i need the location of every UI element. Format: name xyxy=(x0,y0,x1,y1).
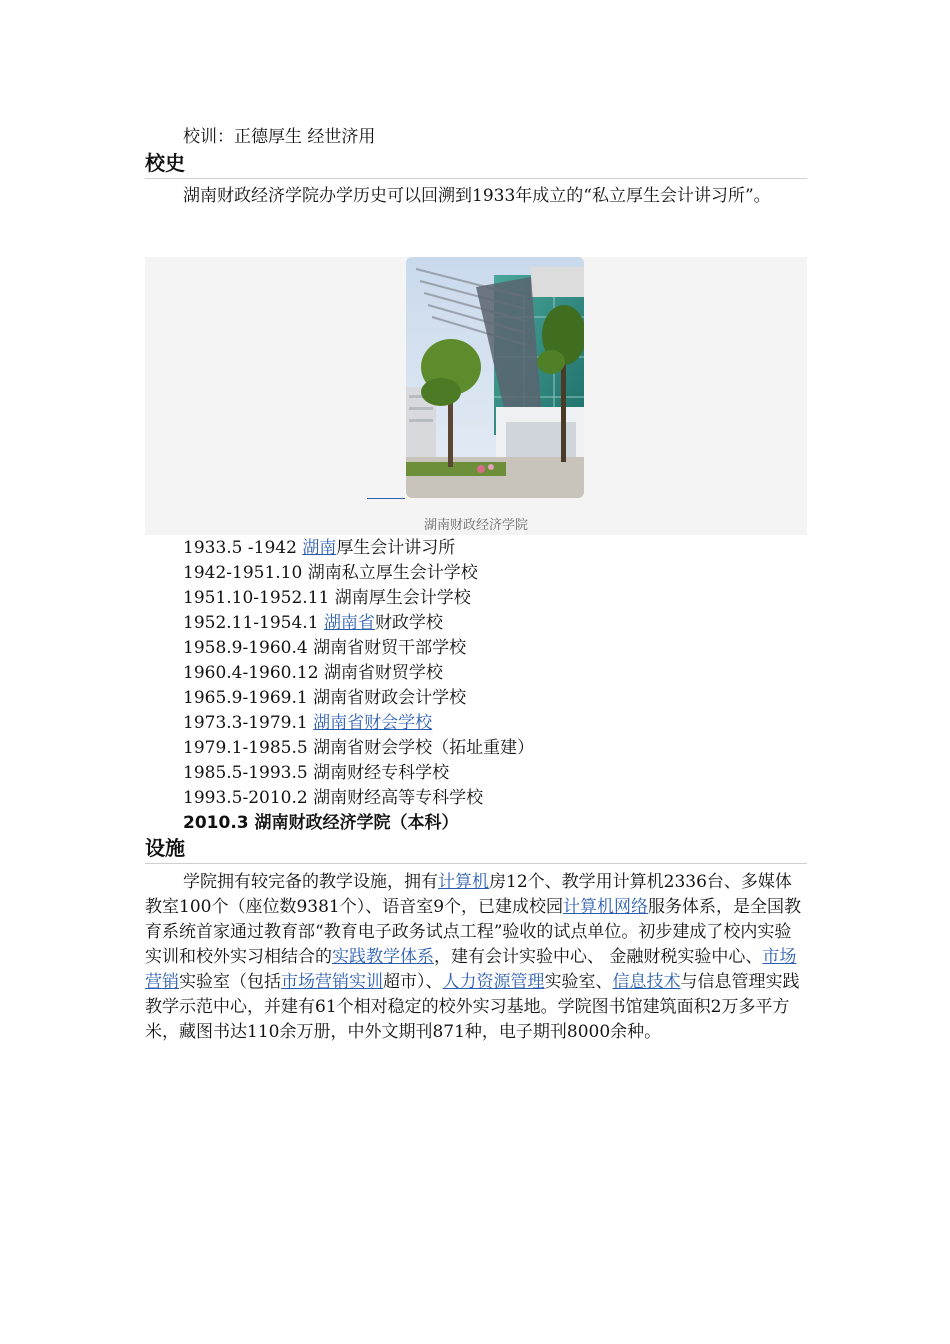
school-motto: 校训：正德厚生 经世济用 xyxy=(183,127,376,147)
facilities-text: 超市）、 xyxy=(383,972,443,992)
figure-caption: 湖南财政经济学院 xyxy=(423,518,528,533)
campus-photo-illustration xyxy=(406,257,584,498)
timeline-date: 1952.11-1954.1 xyxy=(183,613,324,633)
timeline-row xyxy=(183,761,807,786)
timeline-row xyxy=(183,686,807,711)
timeline-row xyxy=(183,711,807,736)
facilities-link[interactable]: 信息技术 xyxy=(612,972,681,992)
timeline-link[interactable]: 湖南省 xyxy=(323,613,375,633)
facilities-link[interactable]: 计算机 xyxy=(438,872,489,892)
timeline-date: 1958.9-1960.4 xyxy=(183,638,314,658)
timeline-date: 1985.5-1993.5 xyxy=(183,763,314,783)
facilities-text: 房12个、教学用计算机2336台、多媒体教室100个（座位数9381个）、语音室9个，已建成校园 xyxy=(145,872,792,917)
facilities-heading: 设施 xyxy=(145,835,807,864)
history-heading: 校史 xyxy=(145,150,807,179)
facilities-text: 与信息管理实践教学示范中心，并建有61个相对稳定的校外实习基地。学院图书馆建筑面积2万多平方米，藏图书达110余万册，中外文期刊871种，电子期刊8000余种。 xyxy=(145,972,800,1042)
image-link-underline[interactable] xyxy=(367,498,405,499)
facilities-paragraph xyxy=(145,870,807,1045)
facilities-link[interactable]: 计算机网络 xyxy=(563,897,649,917)
history-timeline xyxy=(183,536,807,836)
timeline-name: 湖南财经专科学校 xyxy=(313,763,450,783)
campus-building-photo[interactable] xyxy=(406,257,584,498)
timeline-date: 1933.5 -1942 xyxy=(183,538,303,558)
timeline-row xyxy=(183,611,807,636)
timeline-date: 1993.5-2010.2 xyxy=(183,788,314,808)
timeline-name: 湖南省财政会计学校 xyxy=(313,688,467,708)
facilities-link[interactable]: 人力资源管理 xyxy=(442,972,545,992)
timeline-name: 湖南财经高等专科学校 xyxy=(313,788,484,808)
timeline-name-suffix: 厚生会计讲习所 xyxy=(336,538,456,558)
facilities-link[interactable]: 市场营销 xyxy=(145,947,797,992)
facilities-text: 实验室、 xyxy=(544,972,613,992)
timeline-row xyxy=(183,586,807,611)
timeline-date: 1979.1-1985.5 xyxy=(183,738,314,758)
timeline-row xyxy=(183,561,807,586)
timeline-name: 湖南财政经济学院（本科） xyxy=(254,813,459,833)
facilities-text: 实验室（包括 xyxy=(179,972,281,992)
campus-figure xyxy=(145,257,807,535)
timeline-row xyxy=(183,636,807,661)
timeline-date: 1965.9-1969.1 xyxy=(183,688,314,708)
timeline-name: 湖南私立厚生会计学校 xyxy=(307,563,478,583)
timeline-link[interactable]: 湖南省财会学校 xyxy=(313,713,433,733)
facilities-link[interactable]: 实践教学体系 xyxy=(332,947,434,967)
facilities-text: ，建有会计实验中心、 金融财税实验中心、 xyxy=(434,947,763,967)
timeline-row xyxy=(183,661,807,686)
timeline-name: 湖南省财会学校（拓址重建） xyxy=(313,738,535,758)
timeline-name: 湖南省财贸学校 xyxy=(323,663,443,683)
facilities-text: 服务体系，是全国教育系统首家通过教育部“教育电子政务试点工程”验收的试点单位。初步建成了校内实验实训和校外实习相结合的 xyxy=(145,897,802,967)
facilities-link[interactable]: 市场营销实训 xyxy=(281,972,383,992)
timeline-row xyxy=(183,736,807,761)
timeline-name: 湖南厚生会计学校 xyxy=(334,588,471,608)
timeline-date: 1973.3-1979.1 xyxy=(183,713,314,733)
timeline-row xyxy=(183,786,807,811)
timeline-date: 1960.4-1960.12 xyxy=(183,663,324,683)
facilities-text: 学院拥有较完备的教学设施，拥有 xyxy=(183,872,438,892)
timeline-date: 1951.10-1952.11 xyxy=(183,588,335,608)
timeline-link[interactable]: 湖南 xyxy=(302,538,337,558)
timeline-name: 湖南省财贸干部学校 xyxy=(313,638,467,658)
timeline-row xyxy=(183,536,807,561)
timeline-date: 2010.3 xyxy=(183,813,255,833)
timeline-name-suffix: 财政学校 xyxy=(374,613,443,633)
timeline-date: 1942-1951.10 xyxy=(183,563,308,583)
history-intro: 湖南财政经济学院办学历史可以回溯到1933年成立的“私立厚生会计讲习所”。 xyxy=(183,186,771,206)
timeline-row xyxy=(183,811,807,836)
